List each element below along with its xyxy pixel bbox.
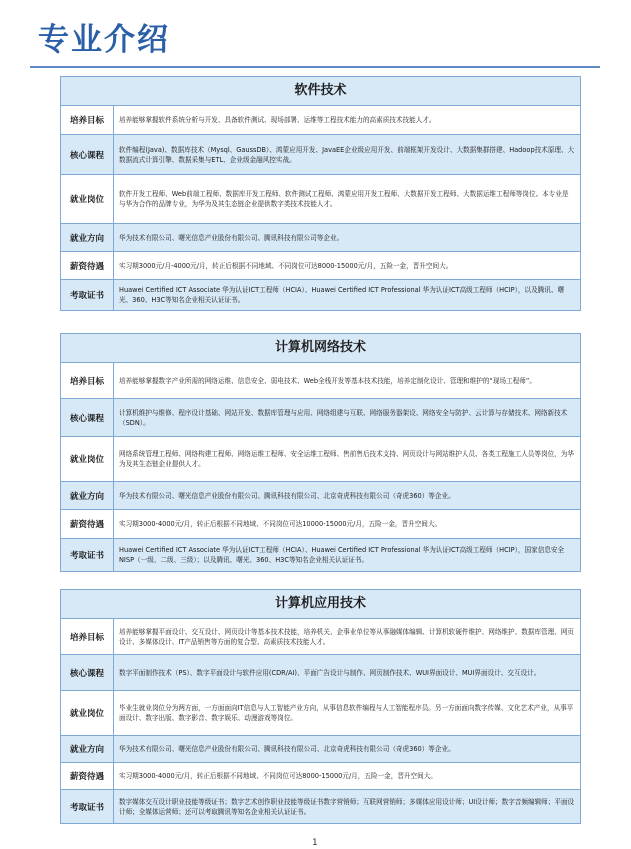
row-certificates xyxy=(61,539,580,571)
section-title: 计算机网络技术 xyxy=(61,334,580,363)
section-computer-network-technology xyxy=(60,333,581,572)
row-core-courses xyxy=(61,135,580,175)
row-label: 就业岗位 xyxy=(61,691,114,735)
row-label: 核心课程 xyxy=(61,399,114,436)
row-label: 培养目标 xyxy=(61,363,114,398)
row-training-goal xyxy=(61,619,580,655)
row-employment-direction xyxy=(61,482,580,510)
row-value: 华为技术有限公司、曙光信息产业股份有限公司、腾讯科技有限公司、北京奇虎科技有限公司（奇虎360）等企业。 xyxy=(114,482,580,509)
row-training-goal xyxy=(61,363,580,399)
row-label: 考取证书 xyxy=(61,280,114,310)
row-job-positions xyxy=(61,437,580,482)
row-core-courses xyxy=(61,399,580,437)
row-label: 就业岗位 xyxy=(61,437,114,481)
row-value: 网络系统管理工程师、网络构建工程师、网络运维工程师、安全运维工程师、售前售后技术支持、网页设计与网站维护人员、各类工程施工人员等岗位，为华为及其生态链企业提供人才。 xyxy=(119,450,574,468)
row-label: 培养目标 xyxy=(61,106,114,134)
row-value: 计算机维护与维修、程序设计基础、网站开发、数据库管理与应用、网络组建与互联、网络服务器架设、网络安全与防护、云计算与存储技术、网络新技术（SDN）。 xyxy=(114,399,580,436)
row-job-positions xyxy=(61,175,580,224)
row-certificates xyxy=(61,280,580,310)
row-value: 软件开发工程师、Web前端工程师、数据库开发工程师、软件测试工程师、鸿蒙应用开发工程师、大数据开发工程师、大数据运维工程师等岗位。本专业是与华为合作的品牌专业，为华为及其生态链企业提供数字类技术技能人才。 xyxy=(119,190,569,208)
row-label: 核心课程 xyxy=(61,655,114,690)
row-label: 就业岗位 xyxy=(61,175,114,223)
row-label: 就业方向 xyxy=(61,482,114,509)
row-value: 实习期3000元/月-4000元/月，转正后根据不同地域、不同岗位可达8000-15000元/月，五险一金，晋升空间大。 xyxy=(119,261,453,270)
row-label: 薪资待遇 xyxy=(61,510,114,538)
row-label: 核心课程 xyxy=(61,135,114,174)
row-label: 薪资待遇 xyxy=(61,763,114,789)
section-computer-application-technology xyxy=(60,589,581,824)
row-value: 培养能够掌握软件系统分析与开发、具备软件测试、现场部署、运维等工程技术能力的高素质技术技能人才。 xyxy=(119,116,436,124)
row-training-goal xyxy=(61,106,580,135)
page-number: 1 xyxy=(312,838,318,848)
row-value: Huawei Certified ICT Associate 华为认证ICT工程师（HCIA）、Huawei Certified ICT Professional 华为认证ICT高级工程师（HCIP），国家信息安全NISP（一级、二级、三级）；以及腾讯、曙光、360、H3C等知名企业相关认证证书。 xyxy=(114,539,580,571)
row-value: Huawei Certified ICT Associate 华为认证ICT工程师（HCIA）、Huawei Certified ICT Professional 华为认证ICT高级工程师（HCIP），以及腾讯、曙光、360、H3C等知名企业相关认证证书。 xyxy=(114,280,580,310)
row-label: 薪资待遇 xyxy=(61,252,114,279)
row-label: 就业方向 xyxy=(61,736,114,762)
row-label: 培养目标 xyxy=(61,619,114,654)
row-value: 华为技术有限公司、曙光信息产业股份有限公司、腾讯科技有限公司等企业。 xyxy=(114,224,580,251)
row-salary xyxy=(61,763,580,790)
row-employment-direction xyxy=(61,736,580,763)
row-value: 数字平面制作技术（PS）、数字平面设计与软件应用(CDR/AI)、平面广告设计与制作、网页制作技术、WUI界面设计、MUI界面设计、交互设计。 xyxy=(114,655,580,690)
title-divider xyxy=(30,66,600,68)
row-label: 考取证书 xyxy=(61,790,114,823)
row-salary xyxy=(61,252,580,280)
row-certificates xyxy=(61,790,580,823)
row-value: 数字媒体交互设计职业技能等级证书；数字艺术创作职业技能等级证书数字营销师；互联网营销师；多媒体应用设计师；UI设计师；数字音频编辑师；平面设计师；全媒体运营师；还可以考取腾讯等知名企业相关认证证书。 xyxy=(114,790,580,823)
row-label: 考取证书 xyxy=(61,539,114,571)
row-employment-direction xyxy=(61,224,580,252)
row-salary xyxy=(61,510,580,539)
row-value: 培养能够掌握数字产业所需的网络运维、信息安全、弱电技术、Web全栈开发等基本技术技能，培养定制化设计、管理和维护的“现场工程师”。 xyxy=(119,376,536,385)
section-title: 计算机应用技术 xyxy=(61,590,580,619)
row-value: 实习期3000-4000元/月，转正后根据不同地域、不同岗位可达10000-15000元/月，五险一金，晋升空间大。 xyxy=(119,520,442,528)
row-core-courses xyxy=(61,655,580,691)
row-job-positions xyxy=(61,691,580,736)
page-title: 专业介绍 xyxy=(38,22,170,58)
section-title: 软件技术 xyxy=(61,77,580,106)
row-value: 实习期3000-4000元/月，转正后根据不同地域、不同岗位可达8000-15000元/月，五险一金，晋升空间大。 xyxy=(119,772,437,780)
row-value: 培养能够掌握平面设计、交互设计、网页设计等基本技术技能，培养机关、企事业单位等从事融媒体编辑、计算机软硬件维护、网络维护、数据库管理、网页设计、多媒体设计、IT产品销售等方面的复合型、高素质技术技能人才。 xyxy=(119,627,574,646)
section-software-technology xyxy=(60,76,581,311)
row-value: 华为技术有限公司、曙光信息产业股份有限公司、腾讯科技有限公司、北京奇虎科技有限公司（奇虎360）等企业。 xyxy=(114,736,580,762)
row-value: 软件编程(Java)、数据库技术（Mysql、GaussDB）、鸿蒙应用开发、JavaEE企业级应用开发、前端框架开发设计、大数据集群搭建、Hadoop技术原理、大数据流式计算引擎、数据采集与ETL、企业级金融风控实战。 xyxy=(114,135,580,174)
row-value: 毕业生就业岗位分为两方面，一方面面向IT信息与人工智能产业方向，从事信息软件编程与人工智能程序员。另一方面面向数字传媒、文化艺术产业，从事平面设计、数字出版、数字影音、数字娱乐、动漫游戏等岗位。 xyxy=(119,704,574,722)
row-label: 就业方向 xyxy=(61,224,114,251)
